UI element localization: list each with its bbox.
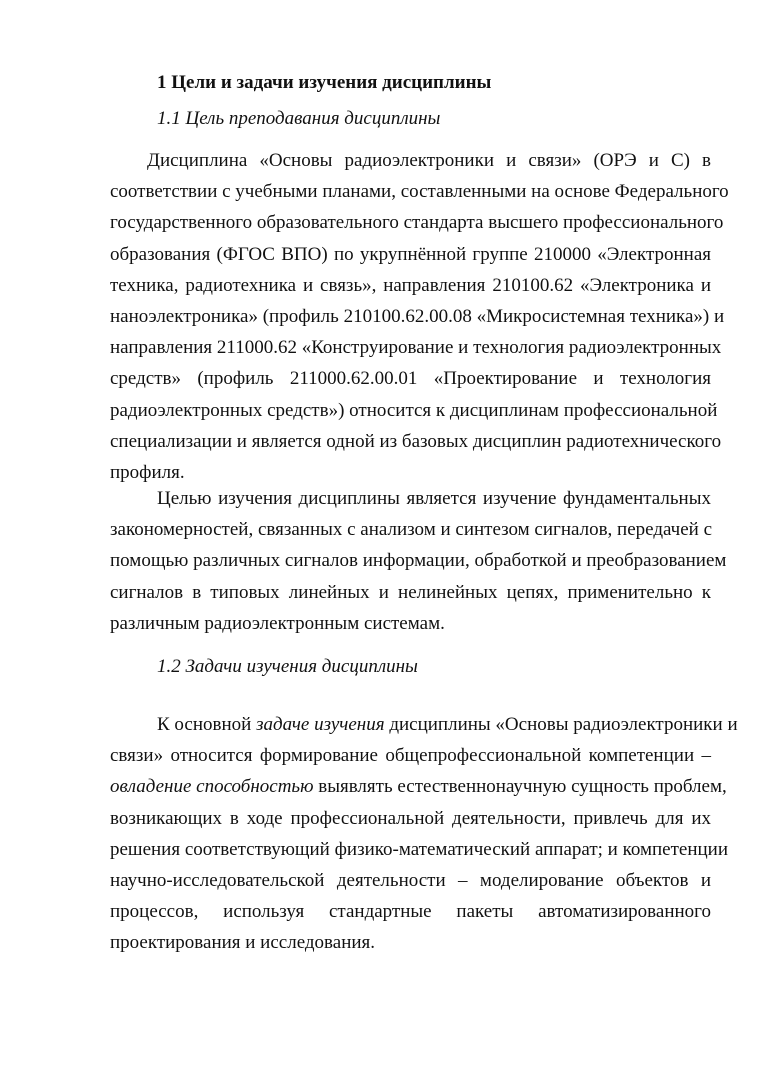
text-line: специализации и является одной из базовых дисциплин радиотехнического: [110, 430, 722, 452]
paragraph-tasks: [110, 709, 738, 959]
text-line: радиоэлектронных средств») относится к дисциплинам профессиональной: [110, 399, 718, 421]
text-run: К основной: [157, 714, 257, 735]
text-line: возникающих в ходе профессиональной деятельности, привлечь для их: [110, 807, 711, 829]
text-line: Дисциплина «Основы радиоэлектроники и связи» (ОРЭ и С) в: [147, 150, 711, 171]
text-line: Целью изучения дисциплины является изучение фундаментальных: [157, 488, 711, 509]
subsection-heading-goal: 1.1 Цель преподавания дисциплины: [157, 108, 441, 129]
text-line: помощью различных сигналов информации, обработкой и преобразованием: [110, 550, 727, 572]
text-line: образования (ФГОС ВПО) по укрупнённой группе 210000 «Электронная: [110, 243, 711, 265]
text-line: [110, 709, 738, 740]
subsection-heading-tasks: 1.2 Задачи изучения дисциплины: [157, 656, 418, 677]
italic-term: задаче изучения: [256, 714, 385, 735]
text-line: сигналов в типовых линейных и нелинейных цепях, применительно к: [110, 581, 711, 603]
text-line: решения соответствующий физико-математический аппарат; и компетенции: [110, 838, 729, 860]
text-line: средств» (профиль 211000.62.00.01 «Проектирование и технология: [110, 368, 711, 390]
text-line: государственного образовательного стандарта высшего профессионального: [110, 212, 724, 234]
text-run: дисциплины «Основы радиоэлектроники и: [384, 714, 738, 735]
text-line: научно-исследовательской деятельности – моделирование объектов и: [110, 869, 711, 891]
text-line: процессов, используя стандартные пакеты автоматизированного: [110, 901, 711, 923]
paragraph-goal-1: [110, 145, 729, 488]
paragraph-goal-2: [110, 483, 727, 639]
section-heading: 1 Цели и задачи изучения дисциплины: [157, 72, 492, 93]
text-run: выявлять естественнонаучную сущность проблем,: [313, 776, 727, 798]
text-line: соответствии с учебными планами, составленными на основе Федерального: [110, 181, 729, 203]
text-line: техника, радиотехника и связь», направления 210100.62 «Электроника и: [110, 274, 711, 296]
italic-term: овладение способностью: [110, 776, 314, 798]
text-line: связи» относится формирование общепрофессиональной компетенции –: [110, 745, 711, 767]
text-line: профиля.: [110, 461, 185, 483]
text-line: направления 211000.62 «Конструирование и технология радиоэлектронных: [110, 337, 722, 359]
text-line: проектирования и исследования.: [110, 932, 376, 954]
text-line: [110, 771, 727, 802]
text-line: закономерностей, связанных с анализом и синтезом сигналов, передачей с: [110, 519, 713, 541]
text-line: различным радиоэлектронным системам.: [110, 612, 445, 634]
text-line: наноэлектроника» (профиль 210100.62.00.08 «Микросистемная техника») и: [110, 305, 725, 327]
